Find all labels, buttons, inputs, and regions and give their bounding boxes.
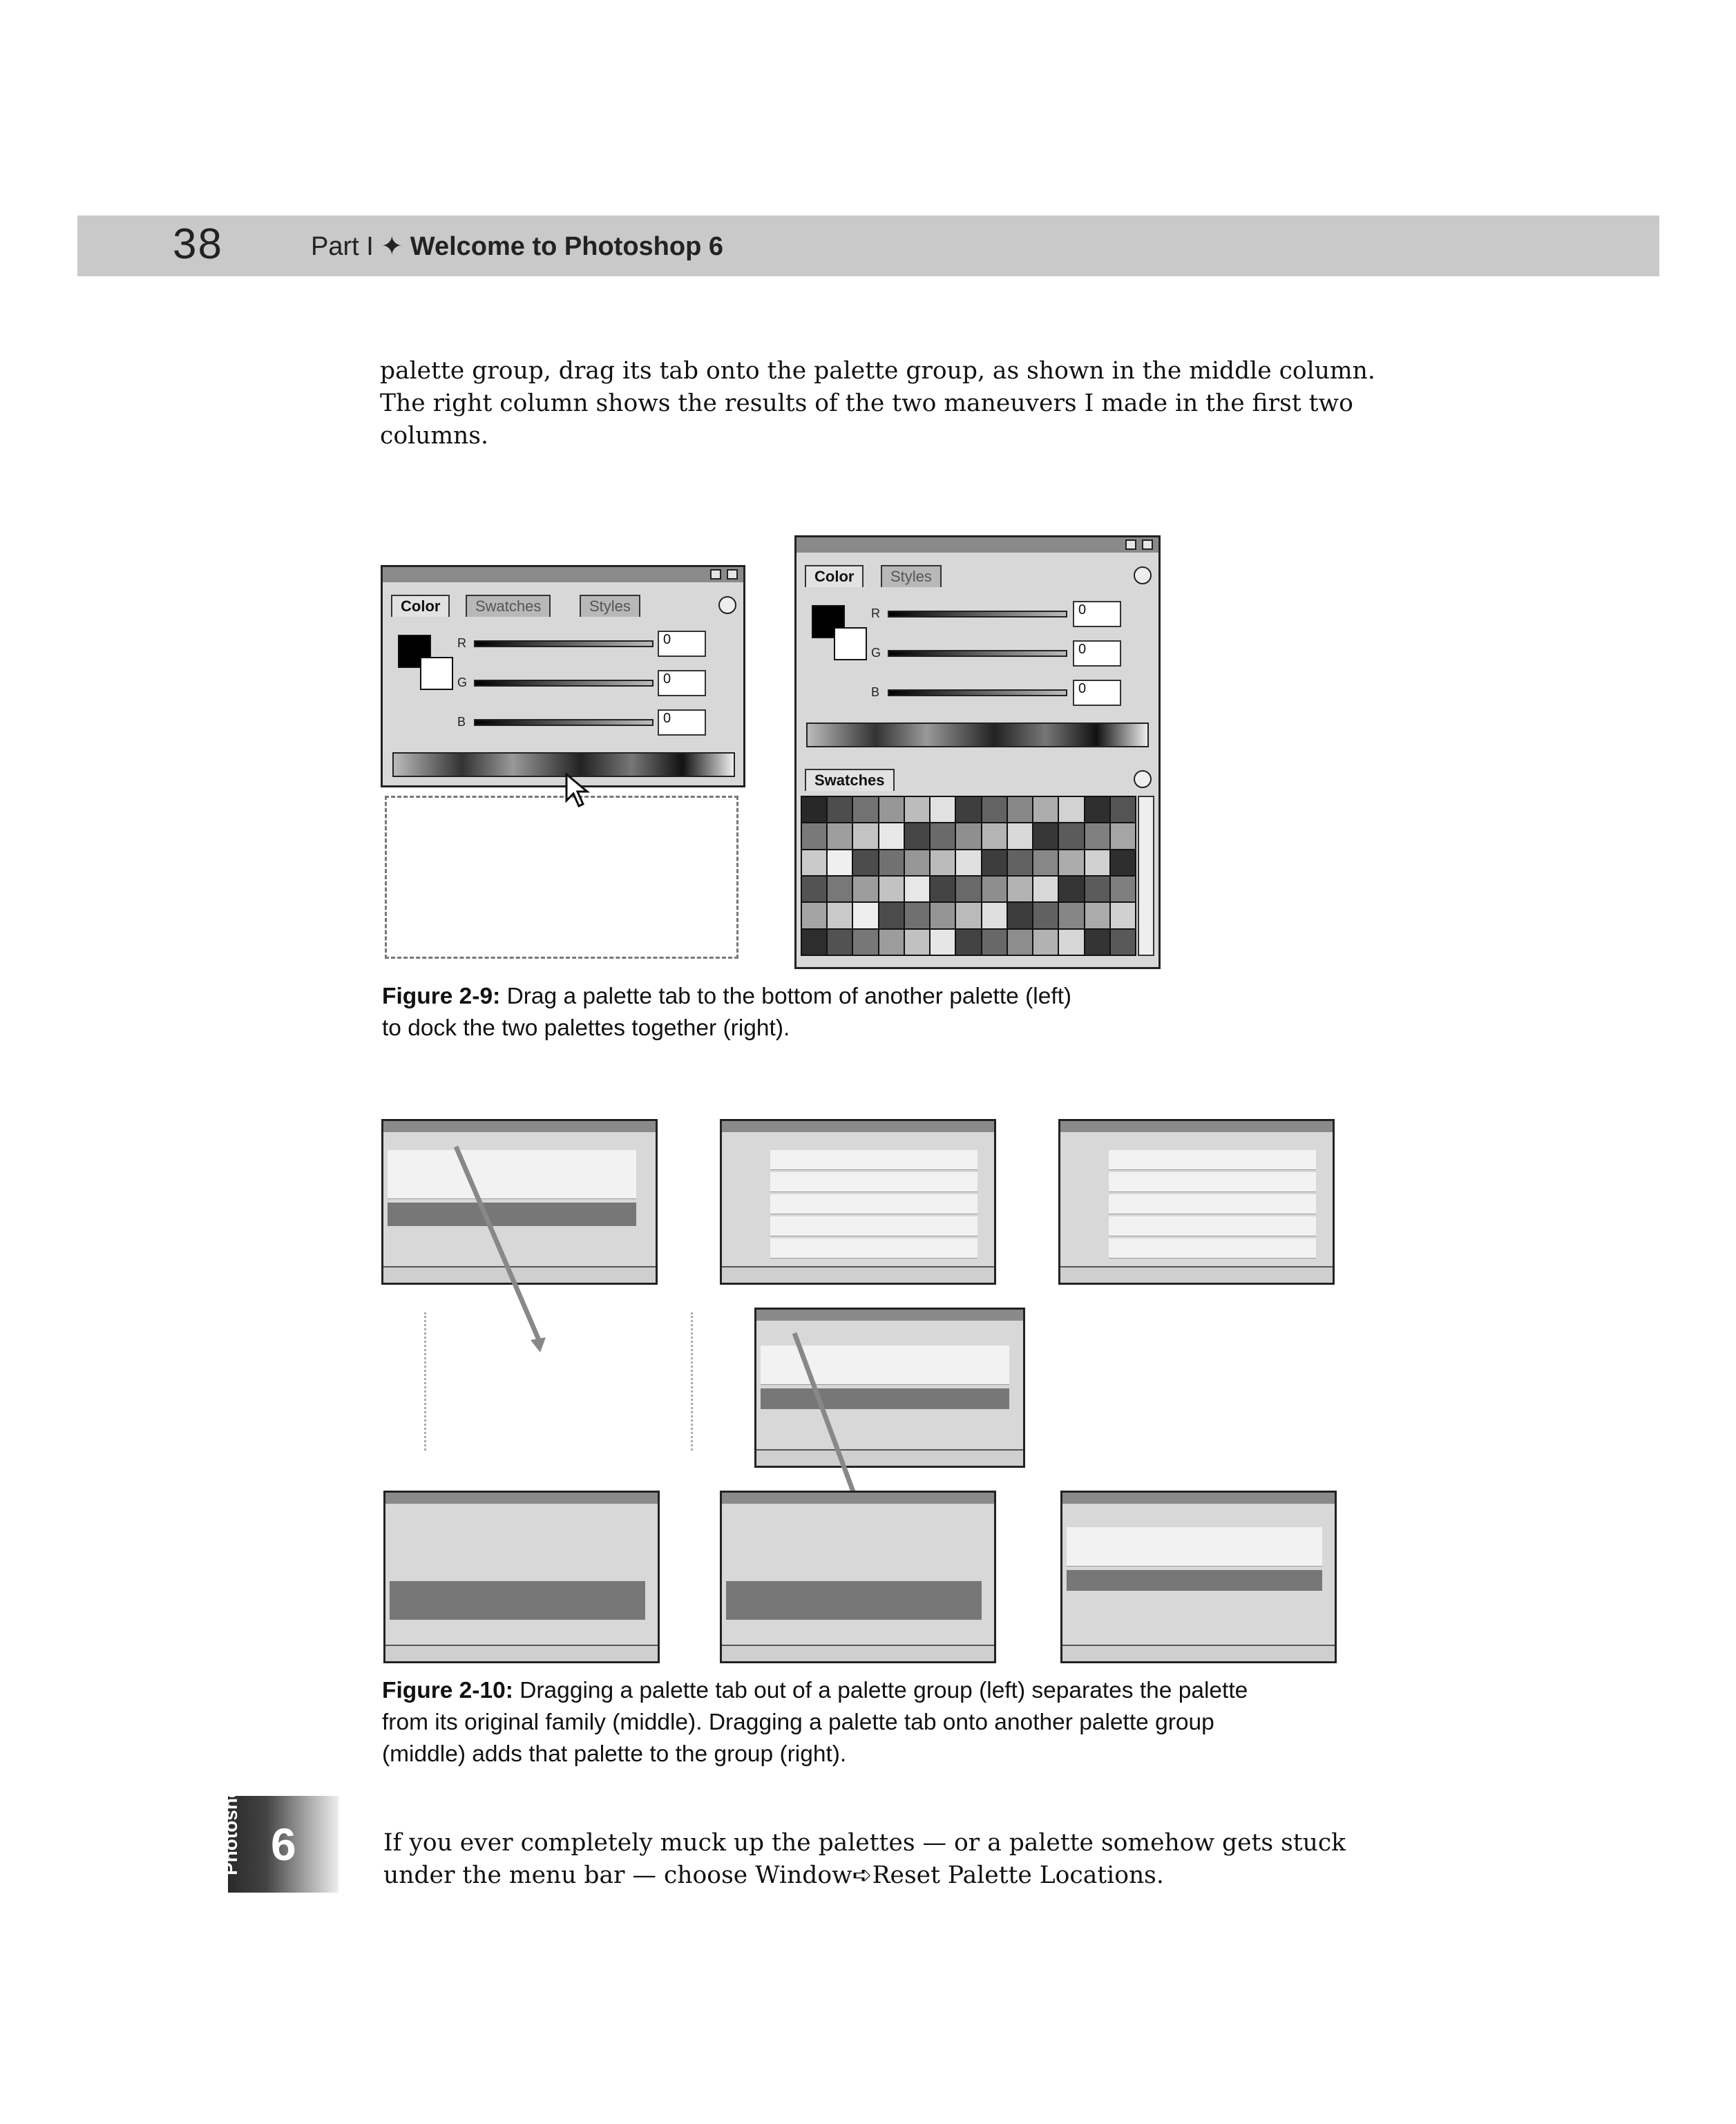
swatch-cell[interactable] — [956, 823, 980, 848]
color-ramp[interactable] — [806, 723, 1149, 747]
part-label: Part I — [311, 232, 374, 261]
swatch-cell[interactable] — [982, 823, 1007, 848]
palette-footer — [385, 1645, 658, 1661]
close-icon[interactable] — [727, 569, 738, 580]
drag-arrow-icon — [442, 1133, 939, 1520]
tab-swatches[interactable]: Swatches — [805, 769, 895, 791]
blue-field[interactable]: 0 — [658, 709, 706, 736]
swatch-cell[interactable] — [956, 903, 980, 928]
swatch-cell[interactable] — [879, 930, 904, 955]
swatch-cell[interactable] — [956, 850, 980, 875]
swatch-cell[interactable] — [1111, 930, 1135, 955]
swatch-cell[interactable] — [956, 877, 980, 901]
swatch-cell[interactable] — [1059, 877, 1083, 901]
text-segment: Reset Palette Locations. — [872, 1862, 1164, 1889]
swatch-cell[interactable] — [1059, 930, 1083, 955]
green-slider[interactable] — [888, 650, 1067, 657]
swatch-cell[interactable] — [982, 930, 1007, 955]
swatch-cell[interactable] — [802, 823, 826, 848]
swatch-cell[interactable] — [1008, 797, 1032, 822]
background-swatch[interactable] — [834, 627, 867, 660]
swatch-cell[interactable] — [1085, 930, 1109, 955]
swatch-cell[interactable] — [905, 850, 929, 875]
swatch-cell[interactable] — [1059, 823, 1083, 848]
swatch-cell[interactable] — [1008, 850, 1032, 875]
thumb-tab-word: Photoshop — [220, 1774, 241, 1875]
green-slider[interactable] — [474, 680, 654, 687]
swatch-cell[interactable] — [879, 797, 904, 822]
figure-label: Figure 2-10: — [382, 1678, 513, 1703]
swatch-cell[interactable] — [982, 903, 1007, 928]
layers-channels-paths-palette — [383, 1491, 660, 1663]
swatch-cell[interactable] — [931, 930, 955, 955]
palette-footer — [1060, 1266, 1333, 1283]
channel-label: B — [457, 715, 466, 729]
swatch-cell[interactable] — [879, 850, 904, 875]
green-field[interactable]: 0 — [1073, 640, 1121, 667]
palette-title-bar — [383, 1121, 656, 1132]
swatch-cell[interactable] — [1033, 930, 1058, 955]
palette-footer — [1062, 1645, 1335, 1661]
palette-menu-arrow-icon[interactable] — [1134, 566, 1152, 584]
tab-color[interactable]: Color — [805, 565, 864, 587]
swatch-cell[interactable] — [905, 930, 929, 955]
channel-label: B — [871, 685, 880, 699]
swatch-cell[interactable] — [931, 877, 955, 901]
layers-palette-middle — [720, 1491, 996, 1663]
swatch-cell[interactable] — [1008, 930, 1032, 955]
closing-paragraph — [383, 1827, 1420, 1892]
swatch-cell[interactable] — [1033, 823, 1058, 848]
swatch-cell[interactable] — [1033, 877, 1058, 901]
actions-palette-result — [1058, 1119, 1335, 1285]
swatch-cell[interactable] — [1111, 903, 1135, 928]
swatch-cell[interactable] — [1111, 877, 1135, 901]
red-field[interactable]: 0 — [1073, 601, 1121, 627]
palette-title-bar — [383, 567, 743, 582]
list-item[interactable] — [1109, 1172, 1316, 1192]
swatch-cell[interactable] — [853, 903, 877, 928]
caption-line: from its original family (middle). Dragging a palette tab onto another palette group — [382, 1710, 1214, 1735]
swatch-cell[interactable] — [853, 797, 877, 822]
menu-arrow-icon: ➪ — [852, 1862, 872, 1889]
swatch-cell[interactable] — [931, 797, 955, 822]
swatch-cell[interactable] — [828, 877, 852, 901]
text-line: palette group, drag its tab onto the palette group, as shown in the middle column. — [380, 357, 1375, 385]
swatch-cell[interactable] — [905, 823, 929, 848]
swatch-cell[interactable] — [802, 930, 826, 955]
close-icon[interactable] — [1142, 539, 1153, 550]
list-item-selected[interactable] — [1067, 1570, 1322, 1591]
swatch-cell[interactable] — [853, 930, 877, 955]
swatch-cell[interactable] — [1085, 850, 1109, 875]
swatch-cell[interactable] — [982, 850, 1007, 875]
swatch-cell[interactable] — [828, 930, 852, 955]
tab-styles[interactable]: Styles — [580, 595, 640, 617]
swatch-cell[interactable] — [1085, 903, 1109, 928]
palette-title-bar — [722, 1121, 994, 1132]
text-segment: under the menu bar — choose Window — [383, 1862, 852, 1889]
blue-slider[interactable] — [888, 689, 1067, 696]
text-line: The right column shows the results of the two maneuvers I made in the first two — [380, 390, 1353, 417]
color-palette-left — [381, 565, 745, 787]
chapter-title: Welcome to Photoshop 6 — [410, 232, 723, 261]
swatch-cell[interactable] — [1008, 877, 1032, 901]
docked-palette-right — [794, 535, 1161, 969]
list-item[interactable] — [1109, 1194, 1316, 1214]
list-item[interactable] — [1109, 1238, 1316, 1259]
palette-title-bar — [797, 537, 1158, 553]
intro-paragraph — [380, 355, 1416, 452]
swatch-cell[interactable] — [802, 877, 826, 901]
blue-slider[interactable] — [474, 719, 654, 726]
swatch-cell[interactable] — [879, 903, 904, 928]
layer-row[interactable] — [390, 1581, 645, 1620]
swatch-cell[interactable] — [931, 823, 955, 848]
channel-label: G — [457, 676, 468, 689]
swatch-cell[interactable] — [1008, 903, 1032, 928]
swatch-cell[interactable] — [828, 850, 852, 875]
palette-footer — [722, 1645, 994, 1661]
caption-line: Dragging a palette tab out of a palette group (left) separates the palette — [519, 1678, 1248, 1703]
red-slider[interactable] — [888, 611, 1067, 618]
list-item[interactable] — [1109, 1150, 1316, 1170]
minimize-icon[interactable] — [1125, 539, 1136, 550]
green-field[interactable]: 0 — [658, 670, 706, 696]
swatch-cell[interactable] — [1111, 850, 1135, 875]
swatch-grid[interactable] — [801, 796, 1136, 956]
dock-drop-outline — [385, 796, 738, 959]
page-number: 38 — [173, 220, 223, 268]
swatch-cell[interactable] — [982, 877, 1007, 901]
thumb-tab-number: 6 — [271, 1819, 296, 1870]
swatch-cell[interactable] — [853, 823, 877, 848]
swatch-cell[interactable] — [1085, 797, 1109, 822]
caption-line: Drag a palette tab to the bottom of another palette (left) — [506, 984, 1072, 1009]
separator-glyph: ✦ — [381, 232, 403, 261]
channel-label: R — [457, 636, 466, 650]
swatch-cell[interactable] — [879, 823, 904, 848]
swatch-cell[interactable] — [956, 930, 980, 955]
swatch-cell[interactable] — [956, 797, 980, 822]
swatch-cell[interactable] — [905, 903, 929, 928]
swatch-cell[interactable] — [931, 903, 955, 928]
caption-line: (middle) adds that palette to the group (right). — [382, 1741, 847, 1767]
figure-2-9-caption — [382, 981, 1211, 1044]
text-line: If you ever completely muck up the palettes — or a palette somehow gets stuck — [383, 1829, 1346, 1857]
swatch-cell[interactable] — [1033, 797, 1058, 822]
swatch-cell[interactable] — [1085, 823, 1109, 848]
running-head — [311, 231, 723, 262]
swatch-cell[interactable] — [905, 877, 929, 901]
red-slider[interactable] — [474, 640, 654, 647]
swatch-cell[interactable] — [1059, 797, 1083, 822]
swatch-cell[interactable] — [1059, 850, 1083, 875]
swatch-cell[interactable] — [982, 797, 1007, 822]
palette-menu-arrow-icon[interactable] — [718, 596, 736, 614]
layer-row[interactable] — [726, 1581, 982, 1620]
swatch-cell[interactable] — [1111, 823, 1135, 848]
channel-label: G — [871, 646, 881, 660]
list-item[interactable] — [1067, 1527, 1322, 1567]
channel-label: R — [871, 606, 880, 620]
swatch-cell[interactable] — [828, 823, 852, 848]
swatch-cell[interactable] — [1059, 903, 1083, 928]
text-line: columns. — [380, 422, 488, 450]
swatch-cell[interactable] — [1111, 797, 1135, 822]
swatch-cell[interactable] — [1033, 850, 1058, 875]
tab-color[interactable]: Color — [391, 595, 450, 617]
list-item[interactable] — [1109, 1216, 1316, 1236]
swatch-cell[interactable] — [828, 903, 852, 928]
figure-2-10-caption — [382, 1675, 1418, 1770]
swatch-cell[interactable] — [1085, 877, 1109, 901]
palette-title-bar — [385, 1493, 658, 1504]
blue-field[interactable]: 0 — [1073, 680, 1121, 706]
palette-title-bar — [722, 1493, 994, 1504]
palette-title-bar — [1062, 1493, 1335, 1504]
swatch-scrollbar[interactable] — [1138, 796, 1154, 956]
dotted-guide — [424, 1312, 426, 1451]
background-swatch[interactable] — [420, 657, 453, 690]
swatch-cell[interactable] — [853, 877, 877, 901]
swatch-cell[interactable] — [802, 797, 826, 822]
swatch-cell[interactable] — [1008, 823, 1032, 848]
layers-history-group — [1060, 1491, 1337, 1663]
swatch-cell[interactable] — [853, 850, 877, 875]
minimize-icon[interactable] — [710, 569, 721, 580]
tab-styles[interactable]: Styles — [881, 565, 942, 587]
red-field[interactable]: 0 — [658, 631, 706, 657]
swatch-cell[interactable] — [802, 850, 826, 875]
drag-cursor-icon — [553, 770, 594, 812]
swatch-cell[interactable] — [931, 850, 955, 875]
swatch-cell[interactable] — [802, 903, 826, 928]
caption-line: to dock the two palettes together (right). — [382, 1015, 790, 1041]
swatch-cell[interactable] — [1033, 903, 1058, 928]
swatch-cell[interactable] — [828, 797, 852, 822]
palette-title-bar — [1060, 1121, 1333, 1132]
swatch-cell[interactable] — [905, 797, 929, 822]
tab-swatches[interactable]: Swatches — [466, 595, 551, 617]
figure-label: Figure 2-9: — [382, 984, 501, 1009]
palette-menu-arrow-icon[interactable] — [1134, 770, 1152, 788]
swatch-cell[interactable] — [879, 877, 904, 901]
